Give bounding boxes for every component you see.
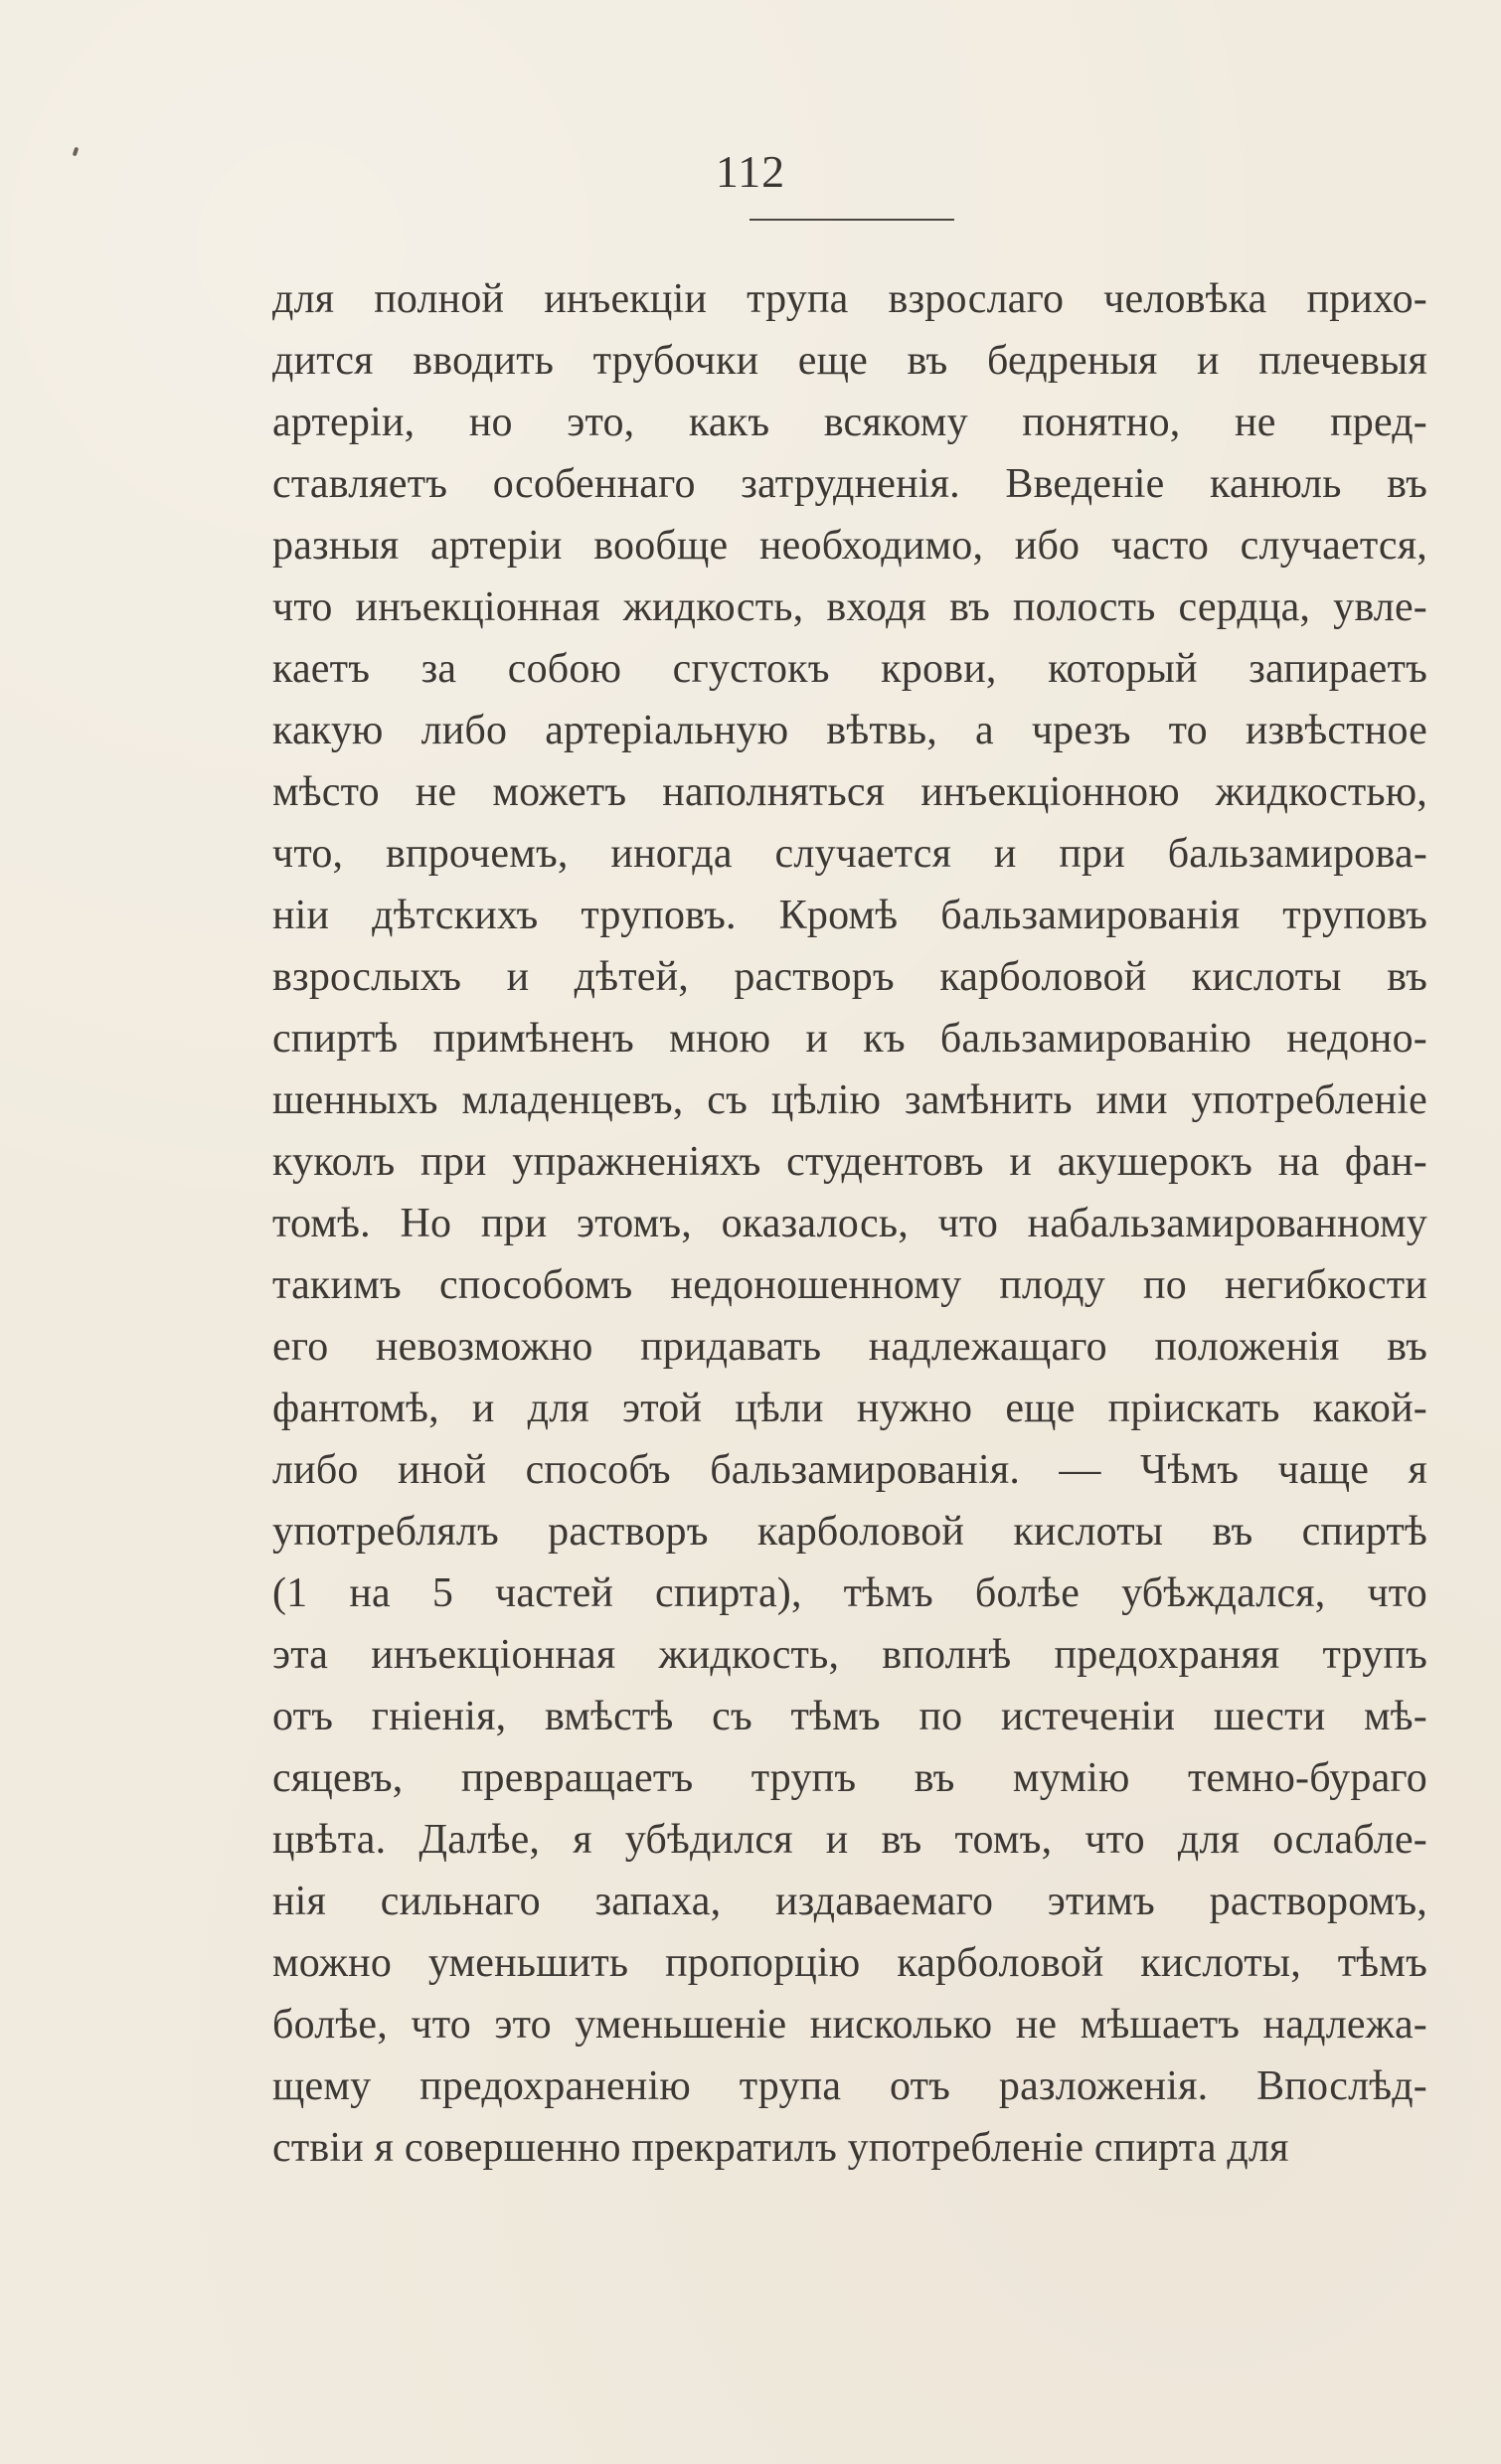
text-line: нія сильнаго запаха, издаваемаго этимъ растворомъ, [272, 1879, 1427, 1924]
header-rule [750, 219, 954, 221]
text-line: спиртѣ примѣненъ мною и къ бальзамированію недоно- [272, 1016, 1427, 1062]
text-line: отъ гніенія, вмѣстѣ съ тѣмъ по истеченіи шести мѣ- [272, 1694, 1427, 1739]
text-line: сяцевъ, превращаетъ трупъ въ мумію темно-бураго [272, 1755, 1427, 1801]
text-line: дится вводить трубочки еще въ бедреныя и плечевыя [272, 338, 1427, 384]
text-line: куколъ при упражненіяхъ студентовъ и акушерокъ на фан- [272, 1139, 1427, 1185]
text-line: мѣсто не можетъ наполняться инъекціонною жидкостью, [272, 769, 1427, 815]
text-line: каетъ за собою сгустокъ крови, который запираетъ [272, 646, 1427, 692]
text-line: что инъекціонная жидкость, входя въ полость сердца, увле- [272, 584, 1427, 630]
text-line: цвѣта. Далѣе, я убѣдился и въ томъ, что для ослабле- [272, 1817, 1427, 1863]
text-line: фантомѣ, и для этой цѣли нужно еще пріискать какой- [272, 1386, 1427, 1431]
text-line: ствіи я совершенно прекратилъ употребленіе спирта для [272, 2125, 1289, 2171]
body-text [272, 268, 1427, 2179]
text-line: для полной инъекціи трупа взрослаго человѣка прихо- [272, 276, 1427, 322]
text-line: артеріи, но это, какъ всякому понятно, не пред- [272, 400, 1427, 445]
text-line: болѣе, что это уменьшеніе нисколько не мѣшаетъ надлежа- [272, 2002, 1427, 2048]
text-line: щему предохраненію трупа отъ разложенія. Впослѣд- [272, 2063, 1427, 2109]
text-line: томѣ. Но при этомъ, оказалось, что набальзамированному [272, 1201, 1427, 1246]
text-line: такимъ способомъ недоношенному плоду по негибкости [272, 1262, 1427, 1308]
text-line: что, впрочемъ, иногда случается и при бальзамирова- [272, 831, 1427, 877]
text-line: либо иной способъ бальзамированія. — Чѣмъ чаще я [272, 1447, 1427, 1493]
text-line: его невозможно придавать надлежащаго положенія въ [272, 1324, 1427, 1370]
text-line: эта инъекціонная жидкость, вполнѣ предохраняя трупъ [272, 1632, 1427, 1678]
text-line: шенныхъ младенцевъ, съ цѣлію замѣнить ими употребленіе [272, 1077, 1427, 1123]
text-line: ставляетъ особеннаго затрудненія. Введеніе канюль въ [272, 461, 1427, 507]
page-number: 112 [715, 146, 786, 197]
text-line: можно уменьшить пропорцію карболовой кислоты, тѣмъ [272, 1940, 1427, 1986]
text-line: (1 на 5 частей спирта), тѣмъ болѣе убѣждался, что [272, 1570, 1427, 1616]
text-line: употреблялъ растворъ карболовой кислоты въ спиртѣ [272, 1509, 1427, 1555]
text-line: ніи дѣтскихъ труповъ. Кромѣ бальзамированія труповъ [272, 893, 1427, 938]
text-line: взрослыхъ и дѣтей, растворъ карболовой кислоты въ [272, 954, 1427, 1000]
text-line: разныя артеріи вообще необходимо, ибо часто случается, [272, 523, 1427, 569]
text-line: какую либо артеріальную вѣтвь, а чрезъ то извѣстное [272, 708, 1427, 753]
